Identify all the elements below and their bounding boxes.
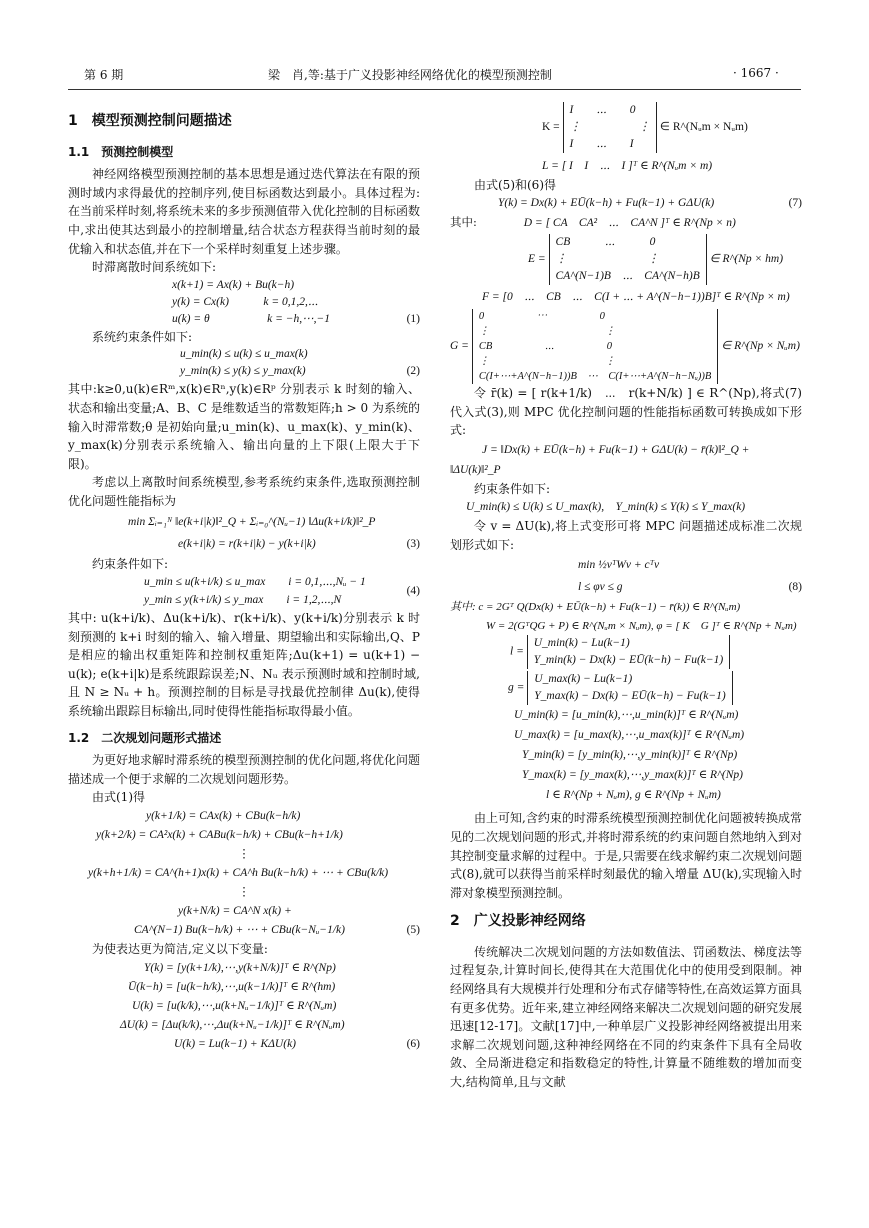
equation-line: L = [ I I ⋯ I ]ᵀ ∈ R^(Nᵤm × m) <box>542 160 713 172</box>
equation-number: (3) <box>406 537 420 550</box>
matrix-body <box>527 635 731 669</box>
equation-number: (6) <box>406 1037 420 1050</box>
ellipsis: ⋮ <box>238 848 250 861</box>
equation-line: U(k) = Lu(k−1) + KΔU(k) <box>174 1037 296 1050</box>
section-2-title: 2 广义投影神经网络 <box>450 913 586 930</box>
paragraph: 神经网络模型预测控制的基本思想是通过迭代算法在有限的预测时域内求得最优的控制序列,使目标函数达到最小。具体过程为:在当前采样时刻,将系统未来的多步预测值带入优化控制的目标函数中,求出使其达到最小的控制增量,结合状态方程获得当前时刻的最优输入和状态值,并在下一个采样时刻重复上述步骤。 <box>68 167 420 256</box>
equation-line: y_min(k) ≤ y(k) ≤ y_max(k) <box>180 365 306 378</box>
issue-number: 第 6 期 <box>84 68 124 82</box>
paragraph: 其中: u(k+i/k)、Δu(k+i/k)、r(k+i/k)、y(k+i/k)分别表示 k 时刻预测的 k+i 时刻的输入、输入增量、期望输出和实际输出,Q、P 是相应的输出权重矩阵和控制权重矩阵;Δu(k+1) = u(k+1) − u(k); e(k+i|k)是系统跟踪误差;N、Nᵤ 表示预测时域和控制时域,且 N ≥ Nᵤ + h。预测控制的目标是寻找最优控制律 Δu(k),使得系统输出跟踪目标输出,同时使得性能指标取得最小值。 <box>68 611 420 719</box>
equation-line: y(k+N/k) = CA^N x(k) + <box>178 905 292 918</box>
equation-line: CA^(N−1) Bu(k−h/k) + ⋯ + CBu(k−Nᵤ−1/k) <box>134 924 345 937</box>
equation-7 <box>450 194 802 213</box>
right-column <box>450 102 802 1092</box>
D-definition <box>450 213 802 233</box>
matrix-E <box>450 234 802 285</box>
equation-line: u_min ≤ u(k+i/k) ≤ u_max i = 0,1,⋯,Nᵤ − 1 <box>144 576 366 589</box>
matrix-K <box>450 102 802 153</box>
equation-line: 其中: c = 2Gᵀ Q(Dx(k) + EŪ(k−h) + Fu(k−1) − r̄(k)) ∈ R^(Nᵤm) <box>450 601 741 614</box>
equation-line: Y(k) = [y(k+1/k),⋯,y(k+N/k)]ᵀ ∈ R^(Np) <box>144 961 336 974</box>
matrix-body <box>549 234 707 285</box>
matrix-body <box>563 102 658 153</box>
equation-line: U(k) = [u(k/k),⋯,u(k+Nᵤ−1/k)]ᵀ ∈ R^(Nᵤm) <box>132 999 337 1012</box>
matrix-row: CB ⋯ 0 <box>555 236 656 249</box>
equation-line: Ū(k−h) = [u(k−h/k),⋯,u(k−1/k)]ᵀ ∈ R^(hm) <box>128 980 336 993</box>
where-label: 其中: <box>450 214 477 229</box>
equation-line: x(k+1) = Ax(k) + Bu(k−h) <box>172 278 295 291</box>
matrix-label: E = <box>528 253 546 266</box>
section-1-1-title: 1.1 预测控制模型 <box>68 144 174 159</box>
section-1-2-title: 1.2 二次规划问题形式描述 <box>68 730 222 745</box>
equation-number: (4) <box>406 585 420 598</box>
matrix-row: CA^(N−1)B ⋯ CA^(N−h)B <box>555 270 700 283</box>
matrix-row: U_max(k) − Lu(k−1) <box>534 673 633 686</box>
paragraph: 时滞离散时间系统如下: <box>92 260 217 275</box>
matrix-body <box>472 309 719 384</box>
matrix-label: G = <box>450 340 469 353</box>
equation-8 <box>450 554 802 598</box>
paragraph: 约束条件如下: <box>474 481 551 496</box>
vector-g <box>450 671 802 705</box>
equation-line: J = ‖Dx(k) + EŪ(k−h) + Fu(k−1) + GΔU(k) − r̄(k)‖²_Q + <box>482 443 750 456</box>
matrix-dimension: ∈ R^(Np × Nᵤm) <box>721 340 800 353</box>
equation-line: D = [ CA CA² ⋯ CA^N ]ᵀ ∈ R^(Np × n) <box>523 216 736 229</box>
matrix-row: I ⋯ I <box>569 138 634 150</box>
equation-line: y(k+1/k) = CAx(k) + CBu(k−h/k) <box>146 810 301 823</box>
vector-l <box>450 635 802 669</box>
matrix-row: I ⋯ 0 <box>569 104 636 116</box>
matrix-row: U_min(k) − Lu(k−1) <box>533 637 630 650</box>
equation-line: Y(k) = Dx(k) + EŪ(k−h) + Fu(k−1) + GΔU(k) <box>498 197 715 210</box>
paragraph: 约束条件如下: <box>92 556 169 571</box>
paragraph: 由上可知,含约束的时滞系统模型预测控制优化问题被转换成常见的二次规划问题的形式,并将时滞系统的约束问题自然地纳入到对其控制变量求解的过程中。于是,只需要在线求解约束二次规划问题式(8),就可以获得当前采样时刻最优的输入增量 ΔU(k),实现输入时滞对象模型预测控制。 <box>450 811 802 900</box>
running-title: 梁 肖,等:基于广义投影神经网络优化的模型预测控制 <box>268 68 552 82</box>
definitions <box>68 959 420 1054</box>
paragraph: 其中:k≥0,u(k)∈Rᵐ,x(k)∈Rⁿ,y(k)∈Rᵖ 分别表示 k 时刻的输入、状态和输出变量;A、B、C 是维数适当的常数矩阵;h > 0 为系统的输入时滞常数;θ 是初始向量;u_min(k)、u_max(k)、y_min(k)、y_max(k)分别表示系统输入、输出向量的上下限(上限大于下限)。 <box>68 382 420 471</box>
equation-line: min ½vᵀWv + cᵀv <box>578 559 660 572</box>
equation-line: ΔU(k) = [Δu(k/k),⋯,Δu(k+Nᵤ−1/k)]ᵀ ∈ R^(Nᵤm) <box>120 1018 345 1031</box>
equation-line: l ∈ R^(Np + Nᵤm), g ∈ R^(Np + Nᵤm) <box>546 789 721 802</box>
matrix-dimension: ∈ R^(Nᵤm × Nᵤm) <box>659 121 748 134</box>
section-1-title: 1 模型预测控制问题描述 <box>68 113 232 129</box>
paragraph: 为更好地求解时滞系统的模型预测控制的优化问题,将优化问题描述成一个便于求解的二次规划问题形势。 <box>68 753 420 786</box>
matrix-label: g = <box>508 681 525 694</box>
equation-line: u(k) = θ k = −h,⋯,−1 <box>172 312 331 325</box>
equation-3 <box>68 511 420 555</box>
equation-line: Y_min(k) = [y_min(k),⋯,y_min(k)]ᵀ ∈ R^(Np) <box>522 749 738 762</box>
equation-line: U_min(k) = [u_min(k),⋯,u_min(k)]ᵀ ∈ R^(Nᵤm) <box>514 709 739 722</box>
matrix-label: K = <box>542 121 560 134</box>
matrix-body <box>527 671 732 705</box>
ellipsis: ⋮ <box>238 886 250 899</box>
paragraph: 令 v = ΔU(k),将上式变形可将 MPC 问题描述成标准二次规划形式如下: <box>450 518 802 552</box>
equation-line: e(k+i|k) = r(k+i|k) − y(k+i|k) <box>178 537 316 550</box>
left-column <box>68 102 420 1054</box>
equation-line: F = [0 ⋯ CB ⋯ C(I + ⋯ + A^(N−h−1))B]ᵀ ∈ R^(Np × m) <box>482 291 790 304</box>
equation-5 <box>68 807 420 940</box>
matrix-row: ⋮ ⋮ <box>478 325 616 337</box>
equation-2 <box>68 346 420 380</box>
bound-definitions <box>450 705 802 805</box>
equation-4 <box>68 573 420 609</box>
equation-line: W = 2(GᵀQG + P) ∈ R^(Nᵤm × Nᵤm), φ = [ K G ]ᵀ ∈ R^(Np + Nᵤm) <box>486 619 797 632</box>
equation-line: U_min(k) ≤ U(k) ≤ U_max(k), Y_min(k) ≤ Y(k) ≤ Y_max(k) <box>466 501 746 514</box>
equation-line: y_min ≤ y(k+i/k) ≤ y_max i = 1,2,⋯,N <box>144 594 342 607</box>
equation-line: l ≤ φv ≤ g <box>578 581 623 594</box>
matrix-row: Y_max(k) − Dx(k) − EŪ(k−h) − Fu(k−1) <box>534 690 726 703</box>
paragraph: 考虑以上离散时间系统模型,参考系统约束条件,选取预测控制优化问题性能指标为 <box>68 475 420 508</box>
paragraph: 由式(5)和(6)得 <box>474 177 556 192</box>
matrix-label: l = <box>510 645 524 658</box>
equation-line: y(k+2/k) = CA²x(k) + CABu(k−h/k) + CBu(k−h+1/k) <box>96 829 343 842</box>
matrix-row: CB ⋯ 0 <box>478 340 612 352</box>
equation-line: ‖ΔU(k)‖²_P <box>450 463 501 476</box>
equation-J <box>450 440 802 480</box>
equation-1 <box>68 277 420 328</box>
running-header <box>0 66 869 84</box>
page-number: · 1667 · <box>733 66 779 80</box>
matrix-G <box>450 309 802 384</box>
equation-line: min Σᵢ₌₁ᴺ ‖e(k+i|k)‖²_Q + Σᵢ₌₀^(Nᵤ−1) ‖Δu(k+i/k)‖²_P <box>128 515 376 528</box>
equation-line: u_min(k) ≤ u(k) ≤ u_max(k) <box>180 348 308 361</box>
matrix-dimension: ∈ R^(Np × hm) <box>709 253 784 266</box>
equation-number: (2) <box>406 365 420 378</box>
matrix-row: C(I+⋯+A^(N−h−1))B ⋯ C(I+⋯+A^(N−h−Nᵤ))B <box>478 370 712 382</box>
equation-number: (7) <box>788 197 802 210</box>
equation-number: (1) <box>406 312 420 325</box>
paragraph: 令 r̄(k) = [ r(k+1/k) ⋯ r(k+N/k) ] ∈ R^(Np),将式(7)代入式(3),则 MPC 优化控制问题的性能指标函数可转换成如下形式: <box>450 385 802 438</box>
matrix-row: ⋮ ⋮ <box>569 121 651 133</box>
equation-number: (5) <box>406 924 420 937</box>
equation-number: (8) <box>788 581 802 594</box>
equation-line: y(k) = Cx(k) k = 0,1,2,⋯ <box>172 295 319 308</box>
paragraph: 由式(1)得 <box>92 790 145 805</box>
matrix-row: Y_min(k) − Dx(k) − EŪ(k−h) − Fu(k−1) <box>533 654 724 667</box>
paragraph: 为使表达更为简洁,定义以下变量: <box>92 942 268 957</box>
header-rule <box>68 89 801 90</box>
matrix-row: ⋮ ⋮ <box>555 253 660 266</box>
equation-line: y(k+h+1/k) = CA^(h+1)x(k) + CA^h Bu(k−h/k) + ⋯ + CBu(k/k) <box>88 867 389 880</box>
paragraph: 系统约束条件如下: <box>92 329 193 344</box>
equation-line: U_max(k) = [u_max(k),⋯,u_max(k)]ᵀ ∈ R^(Nᵤm) <box>514 729 745 742</box>
matrix-row: 0 ⋯ 0 <box>478 310 605 322</box>
paragraph: 传统解决二次规划问题的方法如数值法、罚函数法、梯度法等过程复杂,计算时间长,使得其在大范围优化中的使用受到限制。神经网络具有大规模并行处理和分布式存储等特性,在高效运算方面具有更多优势。近年来,建立神经网络来解决二次规划问题的研究发展迅速[12-17]。文献[17]中,一种单层广义投影神经网络被提出用来求解二次规划问题,这种神经网络在不同的约束条件下具有全局收敛、全局渐进稳定和指数稳定的特性,计算量不随维数的增加而变大,结构简单,且与文献 <box>450 944 802 1090</box>
matrix-row: ⋮ ⋮ <box>478 355 616 367</box>
equation-line: Y_max(k) = [y_max(k),⋯,y_max(k)]ᵀ ∈ R^(Np) <box>522 769 743 782</box>
